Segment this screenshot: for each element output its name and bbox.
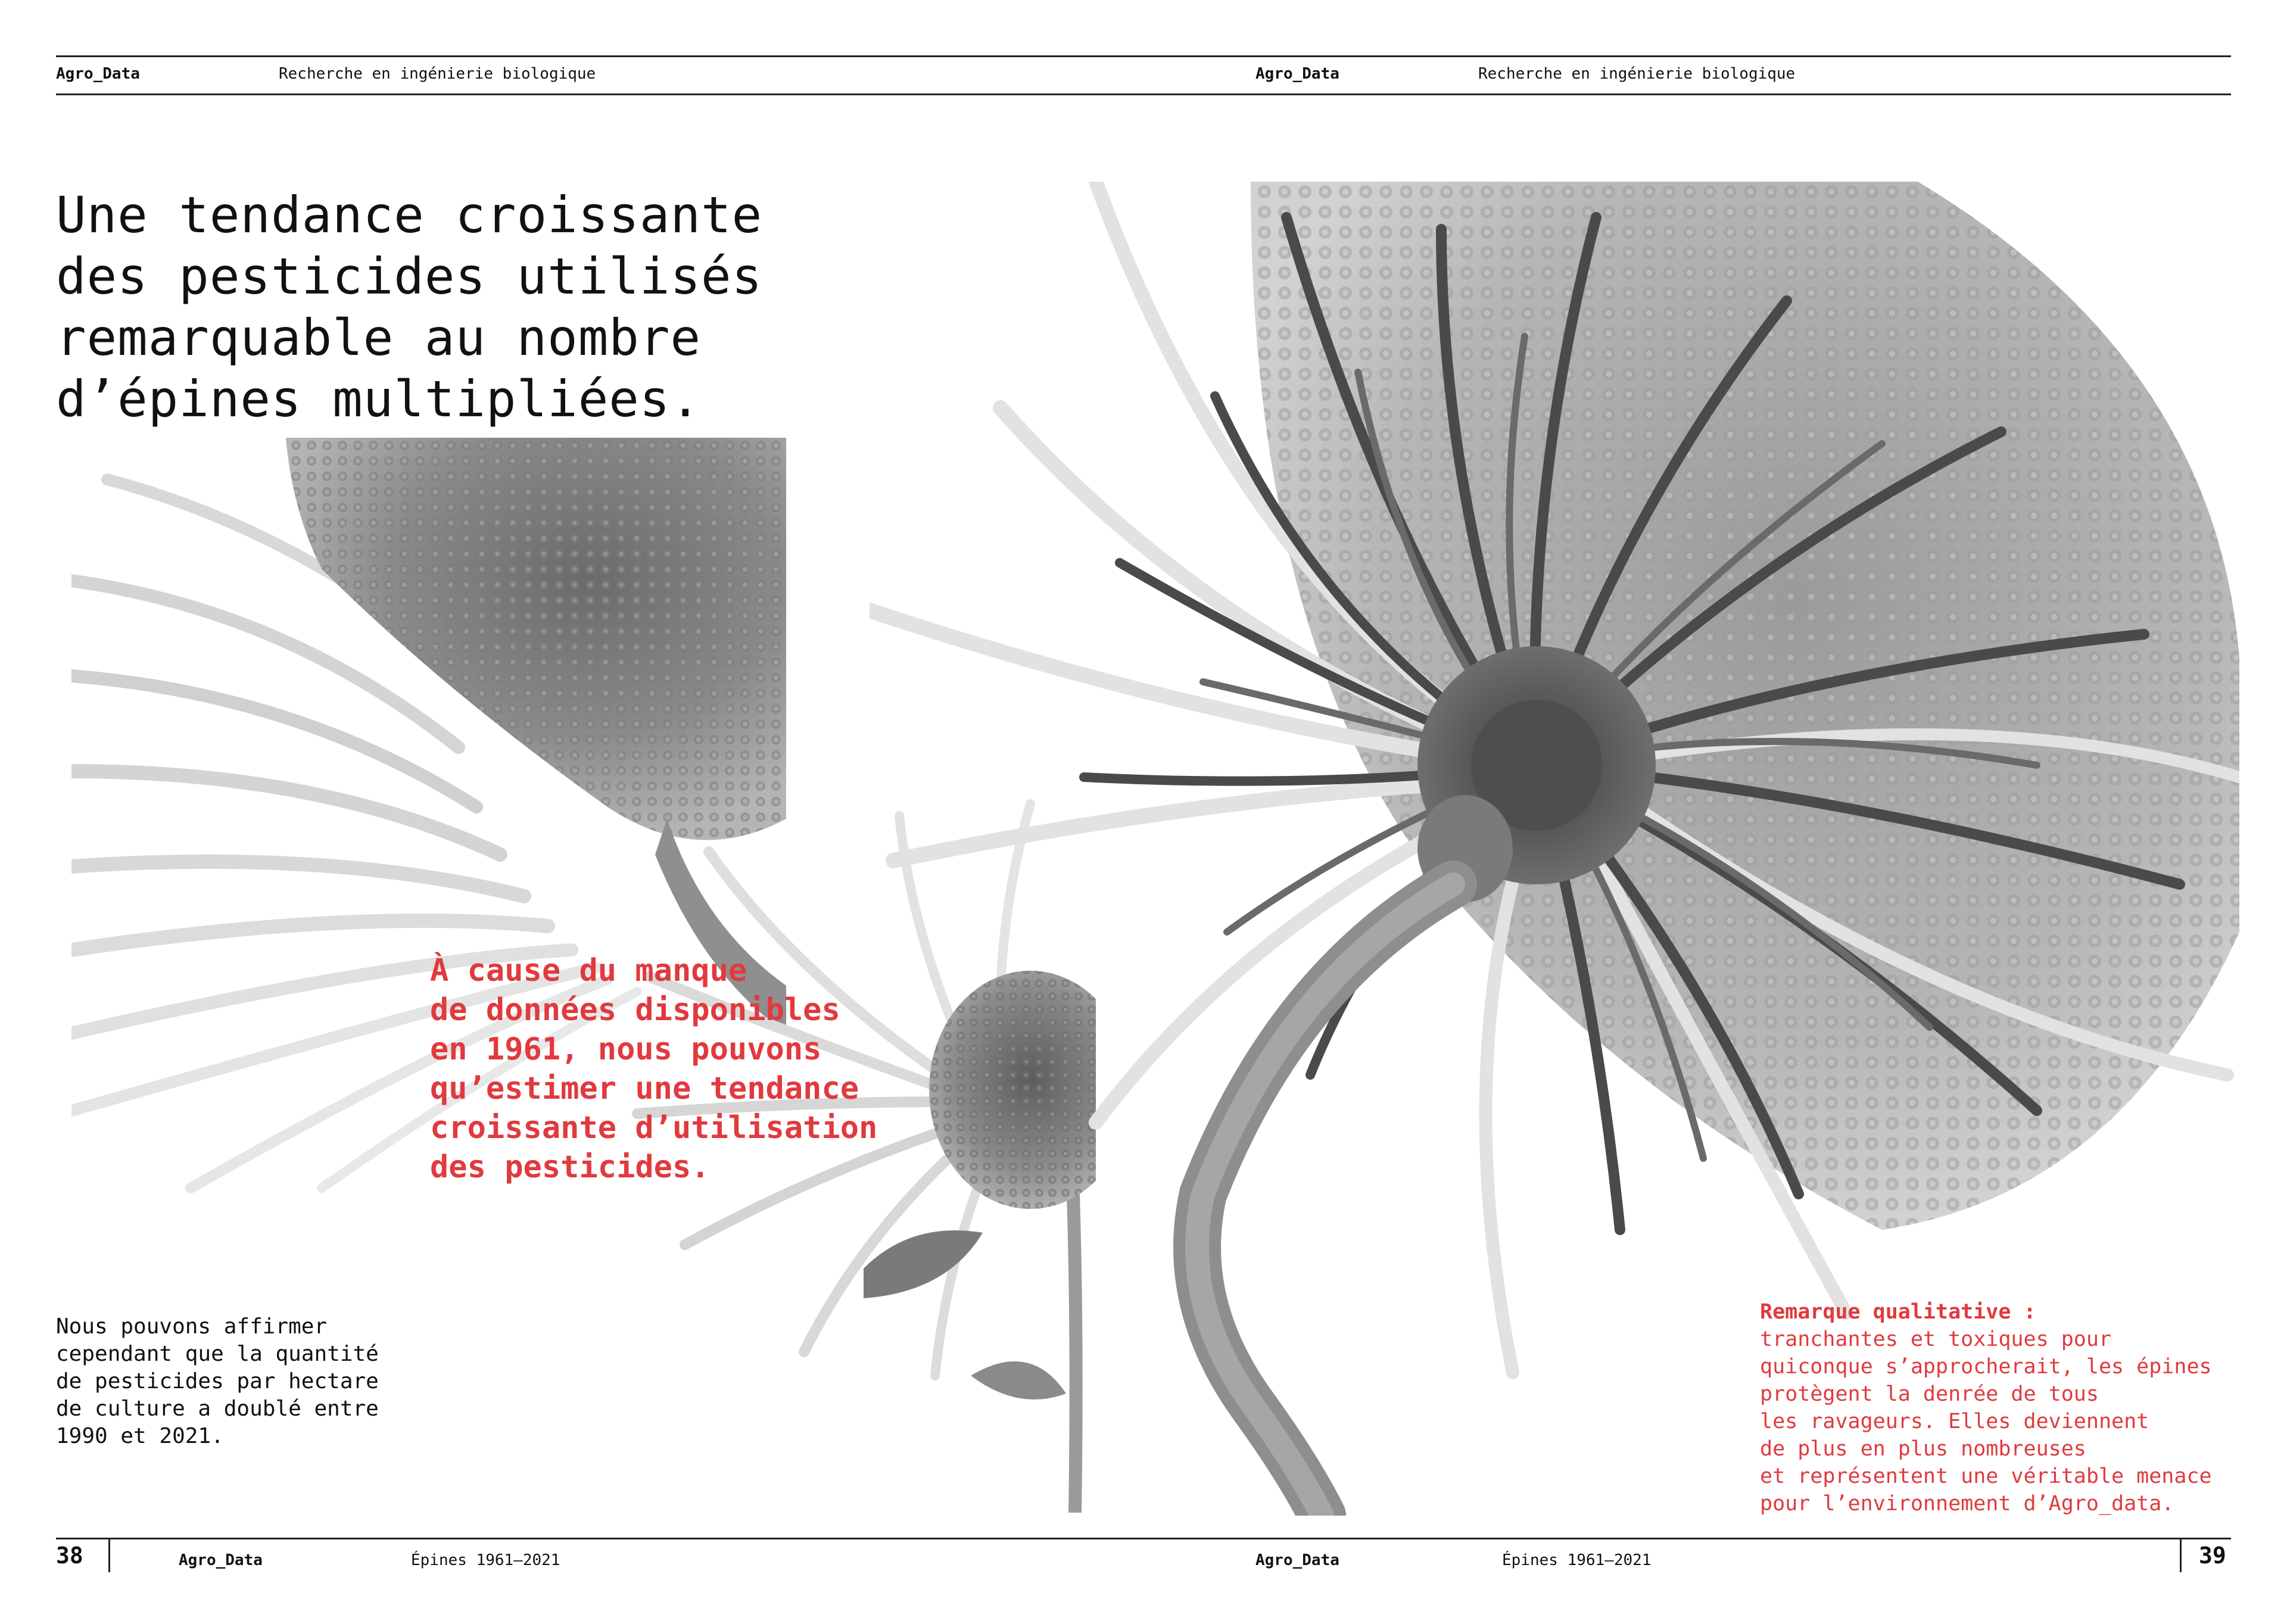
footer-brand-right: Agro_Data — [1255, 1551, 1339, 1569]
footer-subtitle-left: Épines 1961–2021 — [411, 1551, 560, 1569]
body-line: de pesticides par hectare — [56, 1369, 379, 1394]
body-paragraph — [56, 1313, 473, 1450]
callout-line: de données disponibles — [430, 992, 840, 1028]
callout-line: croissante d’utilisation — [430, 1110, 878, 1146]
callout-line: en 1961, nous pouvons — [430, 1031, 822, 1067]
callout-line: des pesticides. — [430, 1149, 710, 1185]
header-subtitle-right: Recherche en ingénierie biologique — [1478, 65, 1796, 83]
footer-brand-left: Agro_Data — [179, 1551, 263, 1569]
callout-line: qu’estimer une tendance — [430, 1071, 859, 1106]
footer-subtitle-right: Épines 1961–2021 — [1502, 1551, 1652, 1569]
remark-line: tranchantes et toxiques pour — [1760, 1327, 2112, 1351]
page-number-left: 38 — [56, 1542, 83, 1569]
remark-title: Remarque qualitative : — [1760, 1300, 2036, 1324]
body-line: de culture a doublé entre — [56, 1397, 379, 1421]
callout-line: À cause du manque — [430, 953, 747, 989]
header-top-rule — [56, 55, 2231, 57]
body-line: Nous pouvons affirmer — [56, 1314, 328, 1339]
footer-divider-left — [108, 1538, 110, 1572]
headline-line: d’épines multipliées. — [56, 370, 702, 428]
page-number-right: 39 — [2199, 1542, 2226, 1569]
body-line: cependant que la quantité — [56, 1342, 379, 1366]
qualitative-remark — [1760, 1298, 2272, 1517]
header-subtitle-left: Recherche en ingénierie biologique — [279, 65, 596, 83]
remark-line: pour l’environnement d’Agro_data. — [1760, 1492, 2174, 1516]
remark-line: les ravageurs. Elles deviennent — [1760, 1410, 2149, 1433]
remark-line: et représentent une véritable menace — [1760, 1464, 2212, 1488]
header-brand-right: Agro_Data — [1255, 65, 1339, 83]
remark-line: de plus en plus nombreuses — [1760, 1437, 2086, 1461]
data-gap-callout — [430, 951, 1026, 1187]
headline-line: des pesticides utilisés — [56, 247, 763, 306]
footer-divider-right — [2180, 1538, 2182, 1572]
headline-line: Une tendance croissante — [56, 186, 763, 244]
remark-line: quiconque s’approcherait, les épines — [1760, 1355, 2212, 1379]
remark-line: protègent la denrée de tous — [1760, 1382, 2099, 1406]
body-line: 1990 et 2021. — [56, 1424, 224, 1448]
headline-line: remarquable au nombre — [56, 308, 702, 367]
footer-rule — [56, 1538, 2231, 1539]
header-brand-left: Agro_Data — [56, 65, 140, 83]
page-headline — [56, 185, 830, 430]
header-bottom-rule — [56, 93, 2231, 95]
